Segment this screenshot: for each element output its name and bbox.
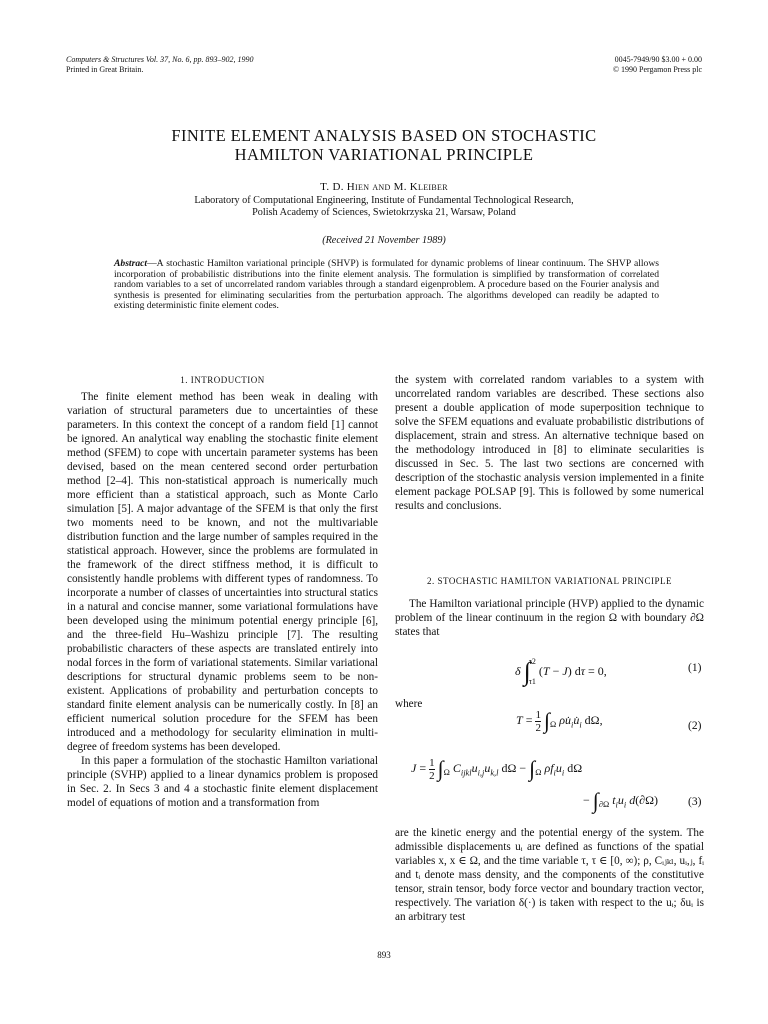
equation-1-number: (1) xyxy=(688,662,702,674)
title-line-2: HAMILTON VARIATIONAL PRINCIPLE xyxy=(234,145,534,164)
affiliation-line-1: Laboratory of Computational Engineering, Institute of Fundamental Technological Research, xyxy=(194,195,574,206)
equation-3-number: (3) xyxy=(688,796,702,808)
equation-1: δ ∫ τ2 τ1 (T − J) dτ = 0, xyxy=(515,657,607,686)
journal-header-left xyxy=(66,55,253,75)
intro-paragraph-1: The finite element method has been weak in dealing with variation of structural parameters due to uncertainties of these parameters. In this context the concept of a random field [1] cannot be ignored. An analytical way enabling the stochastic finite element method (SFEM) to cope with uncertain parameter systems has been devised, based on the mean centered second order perturbation method [2–4]. This non-statistical approach is numerically much more efficient than a statistical approach, such as Monte Carlo simulation [5]. A major advantage of the SFEM is that only the first two moments need to be known, and not the multivariable distribution function and the large number of samples required in the statistical approach. However, since the problems are formulated in the framework of the direct stiffness method, it is difficult to consistently handle problems with different types of randomness. To incorporate a number of classes of uncertainties into structural statics in a natural and concise manner, some variational formulations have been developed using the minimum potential energy principle [6], and the three-field Hu–Washizu principle [7]. The resulting probabilistic characters of these aspects are translated entirely into nodal forces in the form of variational statements. Similar variational descriptions for structural dynamic problems seem to be non-existent. Applications of probability and perturbation concepts to standard finite element analysis can be numerically costly. In [8] an efficient numerical solution procedure for the SFEM has been introduced and a methodology for secularity elimination in multi-degree of freedom systems has been developed. xyxy=(67,391,378,753)
abstract-text: —A stochastic Hamilton variational principle (SHVP) is formulated for dynamic problems of linear continuum. The SHVP allows incorporation of probabilistic distributions into the finite element analysis. The formulation is simplified by transformation of correlated random variables to a set of uncorrelated random variables through a standard eigenproblem. A procedure based on the Fourier analysis and synthesis is presented for eliminating secularities from the perturbation approach. The algorithms developed can readily be adapted to existing deterministic finite element codes. xyxy=(114,258,659,312)
equation-3-continued: − $\int_{\partial\Omega}$ $t_iu_i$ d(∂Ω) xyxy=(583,788,659,813)
printed-in: Printed in Great Britain. xyxy=(66,65,144,74)
where-label: where xyxy=(395,698,423,710)
abstract xyxy=(114,259,659,312)
equation-2-number: (2) xyxy=(688,720,702,732)
received-date: (Received 21 November 1989) xyxy=(322,235,446,246)
intro-paragraph-2: In this paper a formulation of the stochastic Hamilton variational principle (SVHP) applied to a linear dynamics problem is proposed in Sec. 2. In Secs 3 and 4 a stochastic finite element displacement model of equations of motion and a transformation from xyxy=(67,755,378,809)
affiliation-line-2: Polish Academy of Sciences, Swietokrzyska 21, Warsaw, Poland xyxy=(252,207,516,218)
section-1-heading: 1. INTRODUCTION xyxy=(180,375,265,385)
journal-header-right xyxy=(613,55,702,75)
left-column xyxy=(67,390,378,810)
right-column-intro xyxy=(395,373,704,513)
abstract-label: Abstract xyxy=(114,258,148,269)
authors xyxy=(66,181,702,194)
equation-3: J = $\frac{1}{2}$ $\int_\Omega$ $C_{ijkl}u_{i,j}u_{k,l}$ $d\Omega - \int_\Omega$ $\rho f_iu_i$ dΩ xyxy=(411,756,583,782)
equation-2: T = $\frac{1}{2}$ $\int_\Omega$ $\rho u̇_iu̇_i$ dΩ, xyxy=(516,708,603,734)
title-line-1: FINITE ELEMENT ANALYSIS BASED ON STOCHASTIC xyxy=(171,126,597,145)
section-2-continued xyxy=(395,826,704,924)
author-names: T. D. Hien and M. Kleiber xyxy=(320,181,448,193)
affiliation xyxy=(66,195,702,219)
issn-code: 0045-7949/90 $3.00 + 0.00 xyxy=(614,55,702,64)
section-2-paragraph-1: The Hamilton variational principle (HVP) applied to the dynamic problem of the linear continuum in the region Ω with boundary ∂Ω states that xyxy=(395,598,704,638)
section-2-heading: 2. STOCHASTIC HAMILTON VARIATIONAL PRINCIPLE xyxy=(427,576,672,586)
intro-paragraph-3: the system with correlated random variables to a system with uncorrelated random variables are described. These sections also present a double application of mode superposition technique to solve the SFEM equations and evaluate probabilistic distributions of displacement, strain and stress. An alternative technique based on the methodology introduced in [8] to eliminate secularities is discussed in Sec. 5. The last two sections are concerned with description of the stochastic analysis version implemented in a finite element package POLSAP [9]. This is followed by some numerical results and conclusions. xyxy=(395,374,704,512)
page-number: 893 xyxy=(377,950,391,960)
section-2-intro xyxy=(395,597,704,639)
paper-title xyxy=(66,126,702,164)
copyright: © 1990 Pergamon Press plc xyxy=(612,65,702,74)
journal-citation: Computers & Structures Vol. 37, No. 6, pp. 893–902, 1990 xyxy=(66,55,254,64)
section-2-paragraph-2: are the kinetic energy and the potential energy of the system. The admissible displacements uᵢ are defined as functions of the spatial variables x, x ∈ Ω, and the time variable τ, τ ∈ [0, ∞); ρ, Cᵢⱼₖₗ, uᵢ,ⱼ, fᵢ and tᵢ denote mass density, and the components of the constitutive tensor, strain tensor, body force vector and boundary traction vector, respectively. The variation δ(·) is taken with respect to the uᵢ; δuᵢ is an arbitrary test xyxy=(395,827,704,923)
